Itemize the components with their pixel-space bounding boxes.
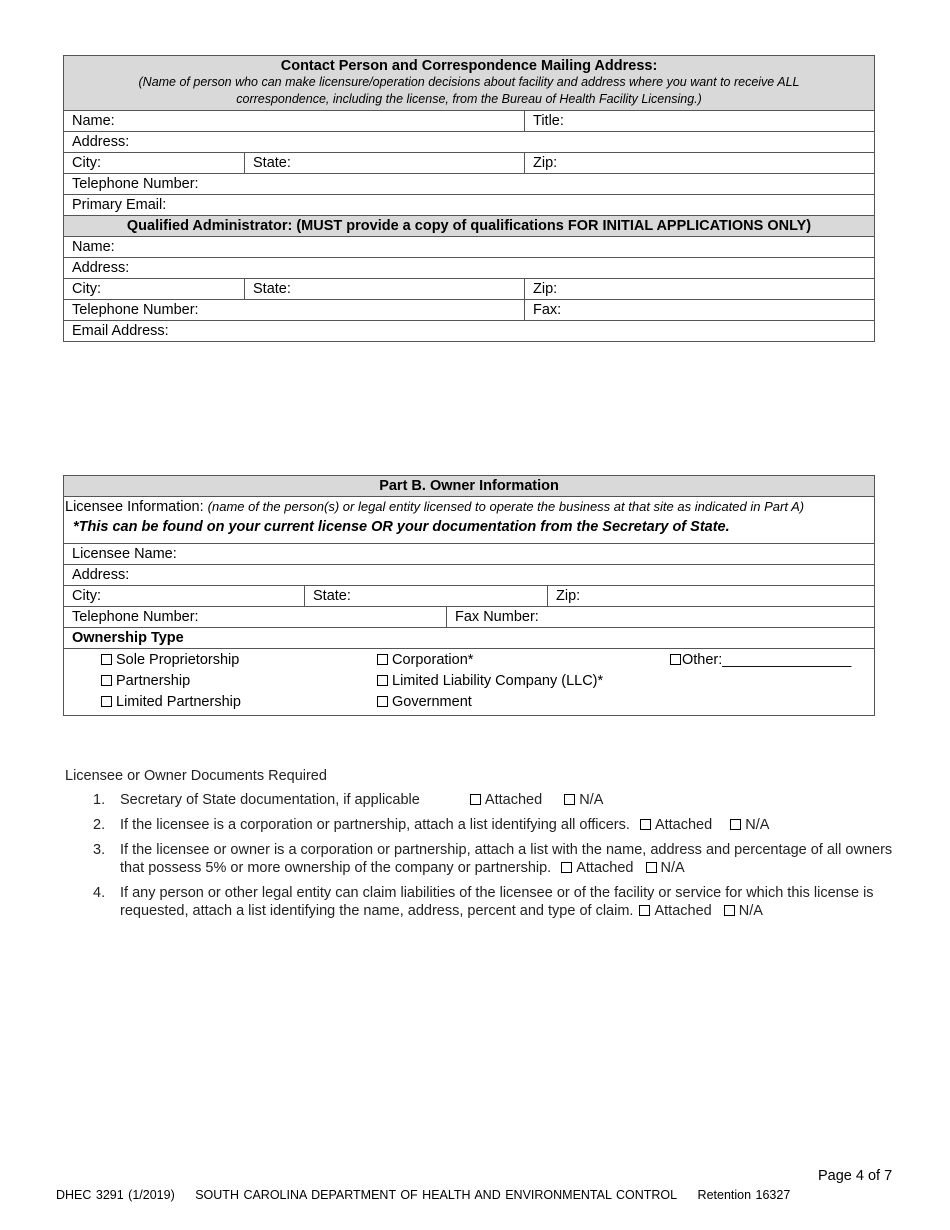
option-sole-proprietorship[interactable]	[101, 652, 239, 668]
checkbox-icon[interactable]	[470, 794, 481, 805]
admin-phone-label: Telephone Number:	[72, 302, 199, 318]
option-corporation[interactable]	[377, 652, 473, 668]
contact-name-label: Name:	[72, 113, 115, 129]
item-number: 2.	[93, 817, 106, 833]
checkbox-icon[interactable]	[101, 654, 112, 665]
admin-phone-field[interactable]	[64, 300, 525, 321]
admin-name-label: Name:	[72, 239, 115, 255]
na-checkbox[interactable]	[564, 791, 603, 809]
option-government[interactable]	[377, 694, 472, 710]
admin-address-field[interactable]	[64, 258, 875, 279]
checkbox-icon[interactable]	[377, 654, 388, 665]
admin-header: Qualified Administrator: (MUST provide a copy of qualifications FOR INITIAL APPLICATIONS ONLY)	[64, 216, 875, 237]
owner-address-field[interactable]	[64, 565, 875, 586]
admin-city-label: City:	[72, 281, 101, 297]
owner-fax-label: Fax Number:	[455, 609, 539, 625]
option-label: Partnership	[116, 673, 191, 689]
contact-city-label: City:	[72, 155, 101, 171]
na-checkbox[interactable]	[724, 902, 763, 920]
documents-list	[65, 791, 895, 920]
ownership-type-label: Ownership Type	[64, 628, 875, 649]
na-label: N/A	[738, 903, 763, 919]
checkbox-icon[interactable]	[640, 819, 651, 830]
licensee-info-note: (name of the person(s) or legal entity licensed to operate the business at that site as indicated in Part A)	[207, 499, 805, 514]
agency-name: SOUTH CAROLINA DEPARTMENT OF HEALTH AND ENVIRONMENTAL CONTROL	[195, 1188, 678, 1202]
item-text: If any person or other legal entity can claim liabilities of the licensee or of the facility or service for which this license is requested, attach a list identifying the name, address, percent and type of claim.	[120, 885, 874, 919]
licensee-info	[64, 497, 875, 544]
checkbox-icon[interactable]	[101, 675, 112, 686]
attached-label: Attached	[654, 903, 712, 919]
attached-checkbox[interactable]	[639, 902, 711, 920]
owner-header: Part B. Owner Information	[64, 476, 875, 497]
form-id: DHEC 3291 (1/2019)	[56, 1188, 175, 1202]
documents-section	[65, 768, 895, 927]
owner-table	[63, 475, 875, 716]
checkbox-icon[interactable]	[377, 696, 388, 707]
checkbox-icon[interactable]	[670, 654, 681, 665]
option-label: Limited Partnership	[116, 694, 241, 710]
contact-phone-field[interactable]	[64, 174, 875, 195]
admin-state-field[interactable]	[245, 279, 525, 300]
retention-number: Retention 16327	[697, 1188, 791, 1202]
ownership-options	[64, 649, 875, 716]
admin-city-field[interactable]	[64, 279, 245, 300]
licensee-info-bold: *This can be found on your current license OR your documentation from the Secretary of State.	[73, 519, 730, 535]
option-label: Sole Proprietorship	[116, 652, 240, 668]
checkbox-icon[interactable]	[564, 794, 575, 805]
contact-email-field[interactable]	[64, 195, 875, 216]
contact-name-field[interactable]	[64, 111, 525, 132]
contact-table	[63, 55, 875, 342]
option-label: Limited Liability Company (LLC)*	[392, 673, 604, 689]
checkbox-icon[interactable]	[730, 819, 741, 830]
owner-zip-field[interactable]	[548, 586, 875, 607]
contact-address-label: Address:	[72, 134, 130, 150]
document-item-4	[65, 884, 895, 920]
option-llc[interactable]	[377, 673, 603, 689]
admin-zip-field[interactable]	[525, 279, 875, 300]
attached-label: Attached	[576, 860, 634, 876]
contact-note: (Name of person who can make licensure/operation decisions about facility and address where you want to receive ALL correspondence, including the license, from the Bureau of Health Facility Licensing.)	[138, 75, 800, 106]
admin-email-label: Email Address:	[72, 323, 169, 339]
attached-checkbox[interactable]	[640, 816, 712, 834]
contact-title-field[interactable]	[525, 111, 875, 132]
item-text: If the licensee or owner is a corporation or partnership, attach a list with the name, address and percentage of all owners that possess 5% or more ownership of the company or partnership.	[120, 842, 893, 876]
admin-fax-label: Fax:	[533, 302, 562, 318]
admin-email-field[interactable]	[64, 321, 875, 342]
owner-state-field[interactable]	[305, 586, 548, 607]
document-item-2	[65, 816, 895, 834]
checkbox-icon[interactable]	[561, 862, 572, 873]
owner-state-label: State:	[313, 588, 351, 604]
item-text: Secretary of State documentation, if applicable	[120, 792, 420, 808]
option-label: Other:________________	[682, 652, 852, 668]
owner-city-field[interactable]	[64, 586, 305, 607]
item-number: 3.	[93, 842, 106, 858]
contact-zip-label: Zip:	[533, 155, 558, 171]
checkbox-icon[interactable]	[646, 862, 657, 873]
footer	[56, 1188, 806, 1202]
attached-label: Attached	[484, 792, 543, 808]
contact-state-field[interactable]	[245, 153, 525, 174]
licensee-name-label: Licensee Name:	[72, 546, 177, 562]
option-label: Corporation*	[392, 652, 474, 668]
contact-state-label: State:	[253, 155, 291, 171]
owner-address-label: Address:	[72, 567, 130, 583]
na-label: N/A	[660, 860, 685, 876]
owner-city-label: City:	[72, 588, 101, 604]
option-other[interactable]	[670, 652, 851, 668]
contact-zip-field[interactable]	[525, 153, 875, 174]
na-label: N/A	[745, 817, 770, 833]
item-text: If the licensee is a corporation or partnership, attach a list identifying all officers.	[120, 817, 630, 833]
admin-address-label: Address:	[72, 260, 130, 276]
owner-zip-label: Zip:	[556, 588, 581, 604]
admin-state-label: State:	[253, 281, 291, 297]
page-number: Page 4 of 7	[818, 1168, 893, 1184]
checkbox-icon[interactable]	[724, 905, 735, 916]
owner-fax-field[interactable]	[447, 607, 875, 628]
document-item-3	[65, 841, 895, 877]
contact-header	[64, 56, 875, 111]
item-number: 1.	[93, 792, 106, 808]
na-checkbox[interactable]	[646, 859, 685, 877]
owner-phone-field[interactable]	[64, 607, 447, 628]
item-number: 4.	[93, 885, 106, 901]
admin-zip-label: Zip:	[533, 281, 558, 297]
attached-label: Attached	[654, 817, 713, 833]
contact-phone-label: Telephone Number:	[72, 176, 199, 192]
checkbox-icon[interactable]	[101, 696, 112, 707]
documents-title: Licensee or Owner Documents Required	[65, 768, 327, 784]
licensee-info-label: Licensee Information:	[65, 499, 204, 515]
checkbox-icon[interactable]	[639, 905, 650, 916]
contact-city-field[interactable]	[64, 153, 245, 174]
contact-address-field[interactable]	[64, 132, 875, 153]
na-checkbox[interactable]	[730, 816, 769, 834]
contact-title-label: Title:	[533, 113, 564, 129]
contact-email-label: Primary Email:	[72, 197, 167, 213]
admin-fax-field[interactable]	[525, 300, 875, 321]
option-label: Government	[392, 694, 472, 710]
option-limited-partnership[interactable]	[101, 694, 241, 710]
attached-checkbox[interactable]	[561, 859, 633, 877]
na-label: N/A	[579, 792, 604, 808]
option-partnership[interactable]	[101, 673, 190, 689]
owner-phone-label: Telephone Number:	[72, 609, 199, 625]
checkbox-icon[interactable]	[377, 675, 388, 686]
document-item-1	[65, 791, 895, 809]
admin-name-field[interactable]	[64, 237, 875, 258]
contact-title: Contact Person and Correspondence Mailing Address:	[280, 58, 658, 74]
licensee-name-field[interactable]	[64, 544, 875, 565]
attached-checkbox[interactable]	[470, 791, 542, 809]
